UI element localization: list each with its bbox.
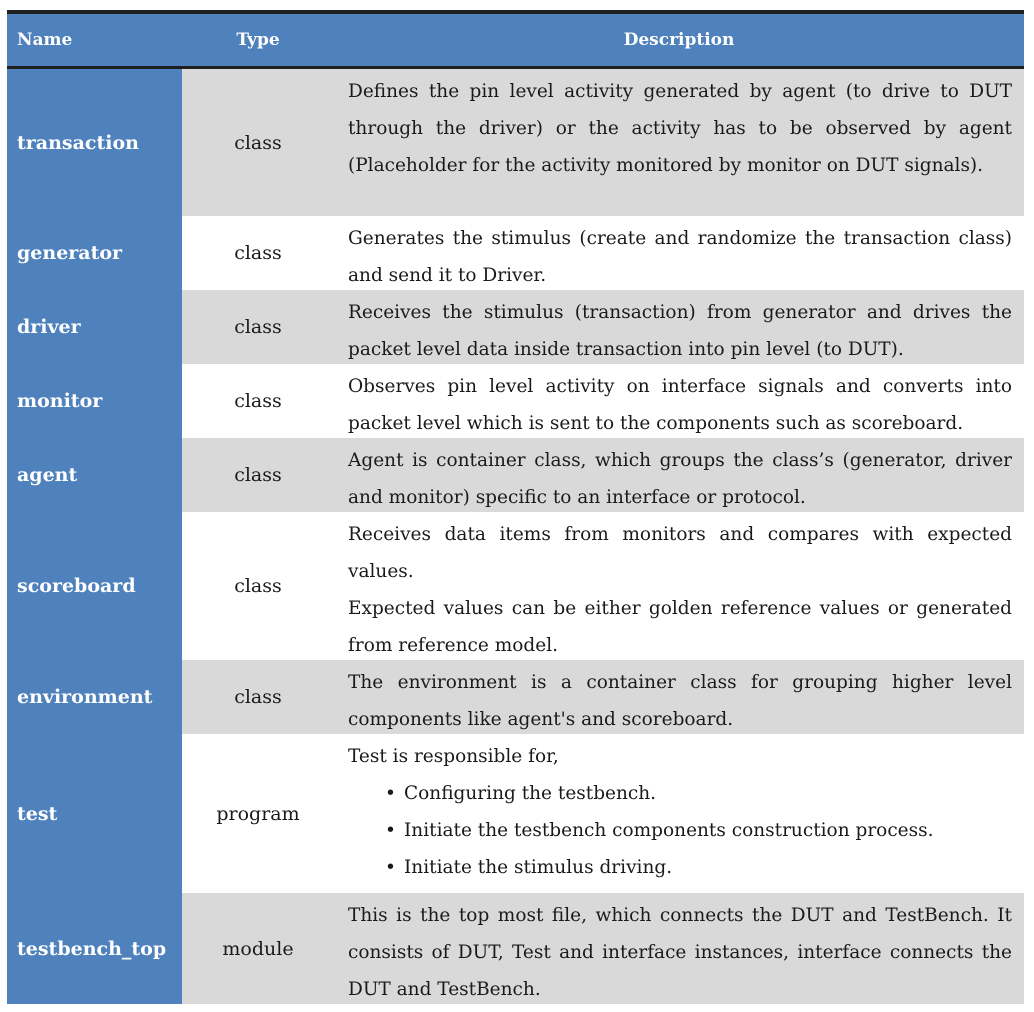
header-name: Name (17, 30, 73, 50)
row-type: class (182, 290, 334, 364)
description-text: Observes pin level activity on interface signals and converts into packet level which is sent to the components such as scoreboard. (348, 376, 1012, 434)
row-name: driver (7, 290, 182, 364)
row-type: class (182, 69, 334, 216)
row-name: generator (7, 216, 182, 290)
row-name: environment (7, 660, 182, 734)
row-description (334, 734, 1024, 893)
row-description (334, 216, 1024, 290)
row-description (334, 69, 1024, 216)
description-text: Expected values can be either golden reference values or generated from reference model. (348, 598, 1012, 656)
row-name: transaction (7, 69, 182, 216)
table-row (7, 290, 1024, 364)
row-description (334, 438, 1024, 512)
table-row (7, 216, 1024, 290)
table-row (7, 69, 1024, 216)
table-row (7, 364, 1024, 438)
row-name: testbench_top (7, 893, 182, 1004)
row-description (334, 660, 1024, 734)
bullet-item: • Initiate the testbench components construction process. (404, 812, 1012, 849)
row-name: agent (7, 438, 182, 512)
table-row (7, 438, 1024, 512)
description-text: Defines the pin level activity generated by agent (to drive to DUT through the driver) or the activity has to be observed by agent (Placeholder for the activity monitored by monitor on DUT signals). (348, 81, 1012, 176)
row-name: scoreboard (7, 512, 182, 660)
row-type: module (182, 893, 334, 1004)
header-type: Type (236, 30, 280, 50)
table-row (7, 734, 1024, 893)
description-text: Receives data items from monitors and compares with expected values. (348, 524, 1012, 582)
bullet-item: • Initiate the stimulus driving. (404, 849, 1012, 886)
row-type: class (182, 660, 334, 734)
description-text: This is the top most file, which connects the DUT and TestBench. It consists of DUT, Test and interface instances, interface connects the DUT and TestBench. (348, 905, 1012, 1000)
row-description (334, 512, 1024, 660)
row-description (334, 364, 1024, 438)
table-row (7, 893, 1024, 1004)
row-name: monitor (7, 364, 182, 438)
row-description (334, 290, 1024, 364)
row-description (334, 893, 1024, 1004)
description-text: The environment is a container class for grouping higher level components like agent's and scoreboard. (348, 672, 1012, 730)
table-header (7, 14, 1024, 66)
row-type: class (182, 216, 334, 290)
bullet-item: • Configuring the testbench. (404, 775, 1012, 812)
table-row (7, 512, 1024, 660)
description-text: Test is responsible for, (348, 746, 559, 767)
row-type: program (182, 734, 334, 893)
row-type: class (182, 364, 334, 438)
description-text: Generates the stimulus (create and randomize the transaction class) and send it to Driver. (348, 228, 1012, 286)
row-type: class (182, 512, 334, 660)
table-row (7, 660, 1024, 734)
row-type: class (182, 438, 334, 512)
bullet-list (348, 775, 1012, 886)
row-name: test (7, 734, 182, 893)
header-description: Description (623, 30, 735, 50)
description-text: Receives the stimulus (transaction) from generator and drives the packet level data inside transaction into pin level (to DUT). (348, 302, 1012, 360)
description-text: Agent is container class, which groups the class’s (generator, driver and monitor) specific to an interface or protocol. (348, 450, 1012, 508)
components-table (7, 10, 1024, 1004)
